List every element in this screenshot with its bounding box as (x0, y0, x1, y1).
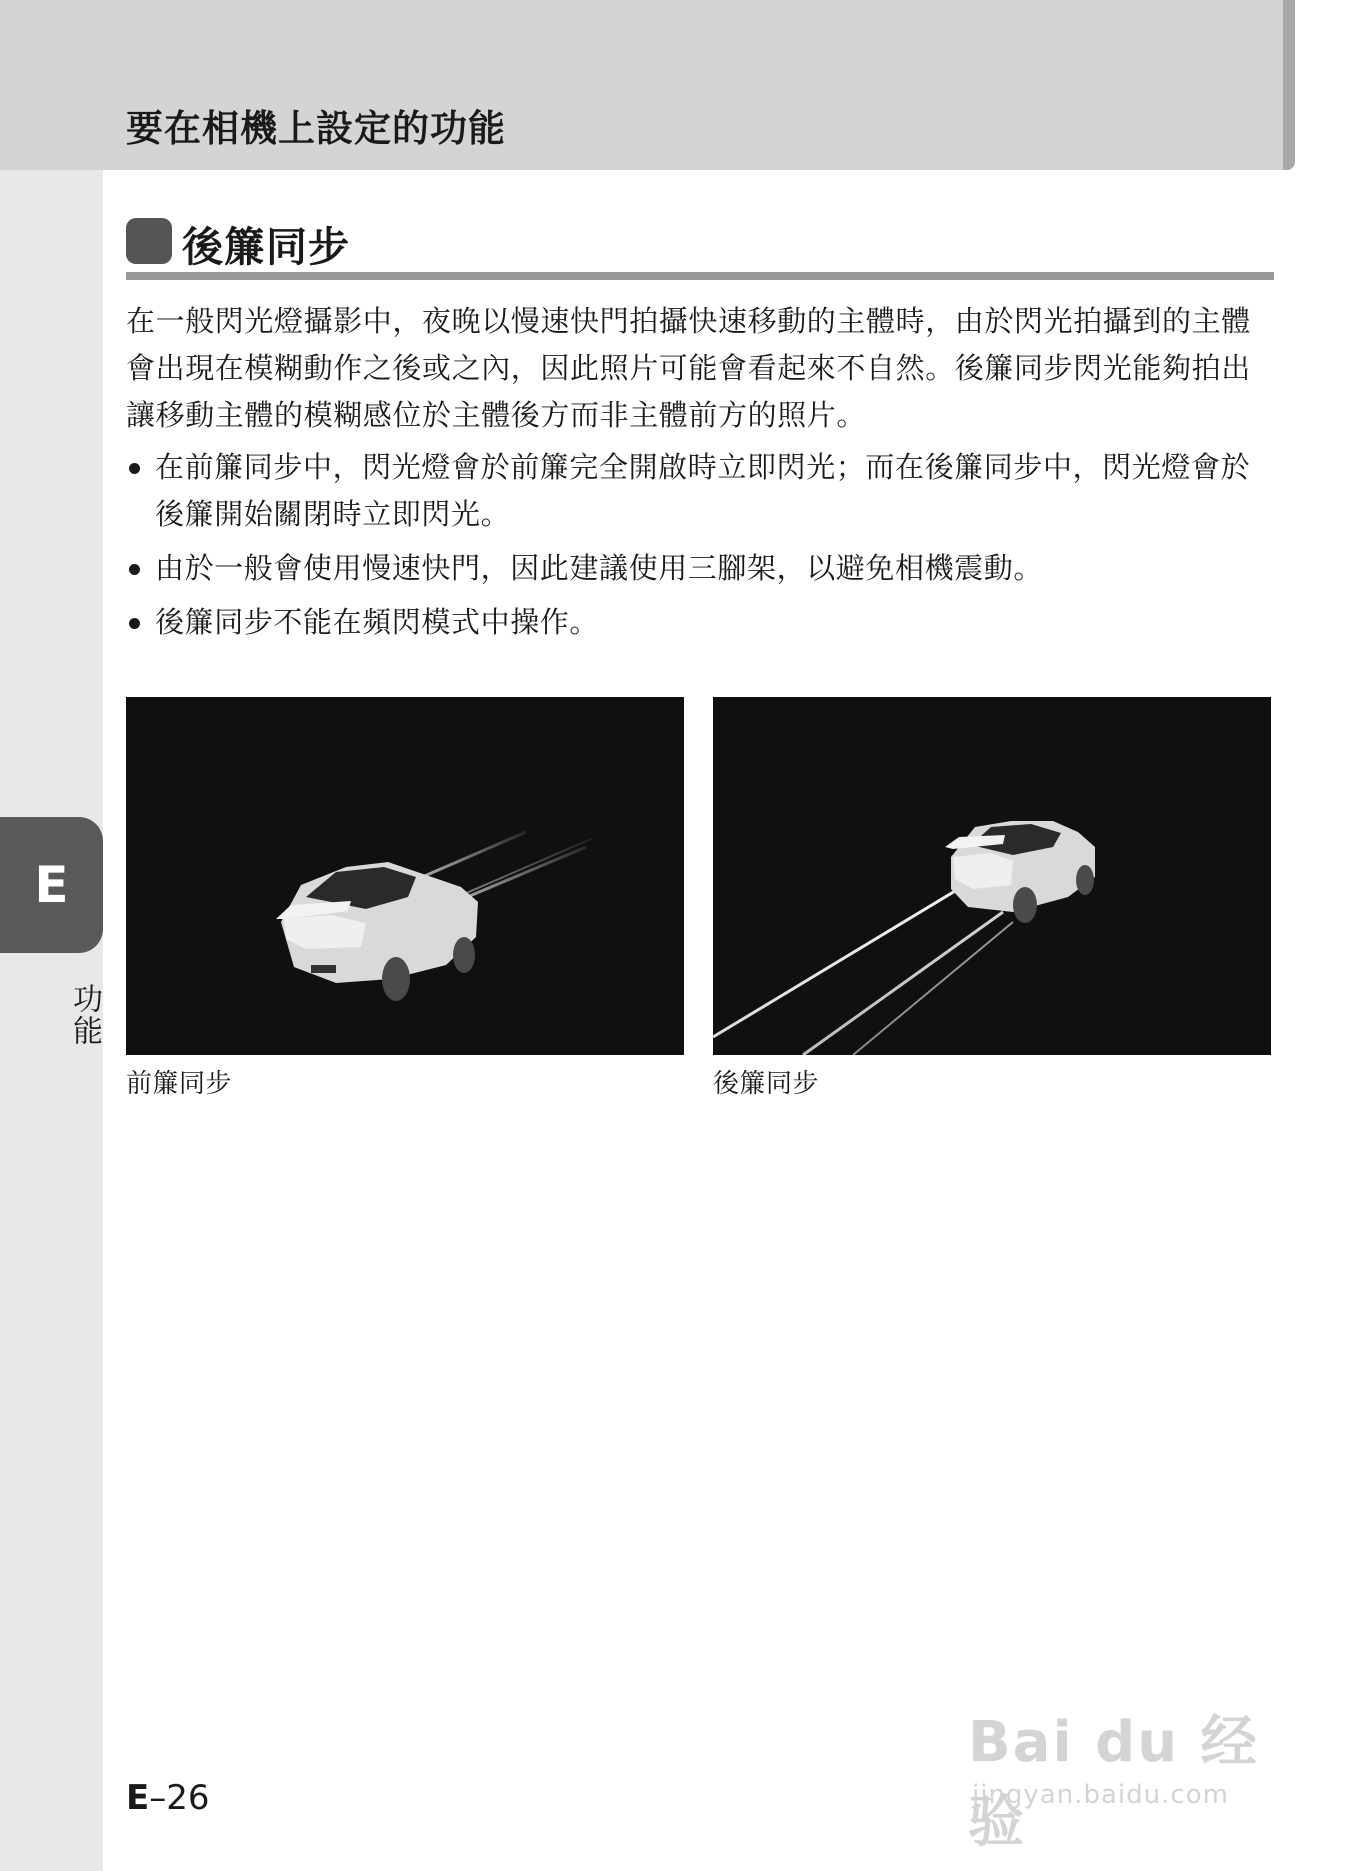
section-heading (126, 214, 1274, 270)
bullet-dot-icon (129, 463, 140, 474)
photo-front-curtain (126, 697, 684, 1055)
section-divider (126, 272, 1274, 280)
body-paragraph: 在一般閃光燈攝影中，夜晚以慢速快門拍攝快速移動的主體時，由於閃光拍攝到的主體會出現在模糊動作之後或之內，因此照片可能會看起來不自然。後簾同步閃光能夠拍出讓移動主體的模糊感位於主體後方而非主體前方的照片。 (126, 304, 1251, 432)
list-item-text: 在前簾同步中，閃光燈會於前簾完全開啟時立即閃光；而在後簾同步中，閃光燈會於後簾開始關閉時立即閃光。 (155, 450, 1251, 531)
watermark (968, 1660, 1288, 1855)
photo-rear-curtain-image (713, 697, 1271, 1055)
watermark-brand: Bai du 经验 (968, 1710, 1259, 1855)
page-header-title: 要在相機上設定的功能 (126, 107, 506, 150)
list-item (126, 444, 1276, 538)
watermark-url: jingyan.baidu.com (972, 1780, 1229, 1810)
chapter-tab (0, 817, 103, 953)
list-item (126, 545, 1276, 592)
page-number-suffix: –26 (149, 1778, 210, 1818)
section-title: 後簾同步 (182, 223, 350, 271)
caption-front-curtain: 前簾同步 (126, 1069, 233, 1099)
bullet-list (126, 444, 1276, 653)
chapter-label: 功能 (67, 983, 102, 1047)
caption-rear-curtain: 後簾同步 (713, 1069, 820, 1099)
page-number-prefix: E (126, 1778, 150, 1818)
page-number (126, 1778, 210, 1818)
list-item-text: 後簾同步不能在頻閃模式中操作。 (155, 605, 600, 639)
section-marker-icon (126, 218, 172, 264)
bullet-dot-icon (129, 564, 140, 575)
bullet-dot-icon (129, 618, 140, 629)
list-item (126, 599, 1276, 646)
photo-front-curtain-image (126, 697, 684, 1055)
list-item-text: 由於一般會使用慢速快門，因此建議使用三腳架，以避免相機震動。 (155, 551, 1044, 585)
photo-rear-curtain (713, 697, 1271, 1055)
chapter-letter: E (34, 856, 69, 914)
